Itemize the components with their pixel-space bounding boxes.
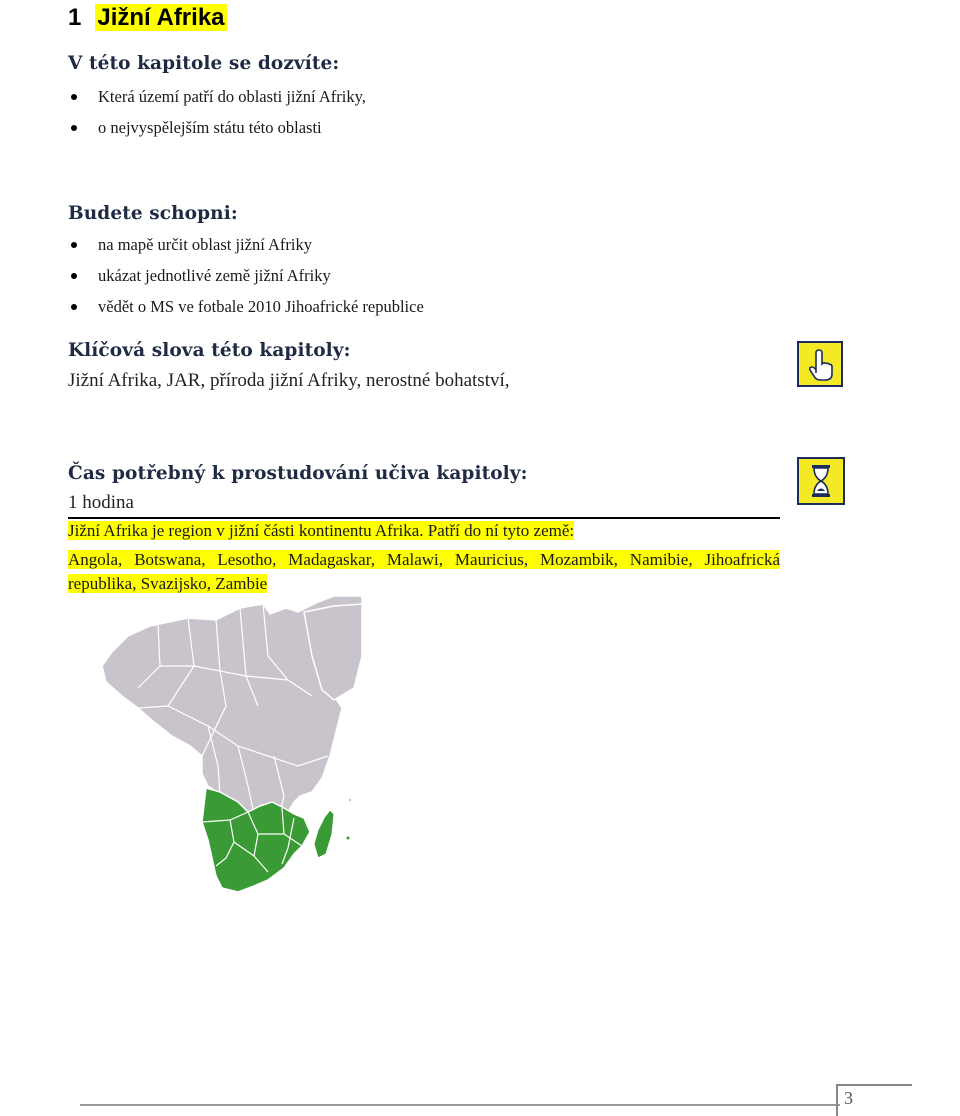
learn-list [68,81,366,143]
region-sentence: Jižní Afrika je region v jižní části kontinentu Afrika. Patří do ní tyto země: [68,521,575,540]
chapter-title [68,4,227,32]
africa-map [98,596,368,896]
time-text: 1 hodina [68,492,134,513]
hourglass-icon [797,457,845,505]
pointing-finger-icon [797,341,843,387]
learn-heading: V této kapitole se dozvíte: [68,53,340,74]
time-heading: Čas potřebný k prostudování učiva kapitoly: [68,463,528,484]
list-item: Která území patří do oblasti jižní Afriky, [68,81,366,112]
able-heading: Budete schopni: [68,203,238,224]
madagascar [314,810,334,858]
chapter-number: 1 [68,4,82,31]
country-list: Angola, Botswana, Lesotho, Madagaskar, Malawi, Mauricius, Mozambik, Namibie, Jihoafrická republika, Svazijsko, Zambie [68,550,780,593]
list-item: vědět o MS ve fotbale 2010 Jihoafrické republice [68,291,424,322]
list-item: ukázat jednotlivé země jižní Afriky [68,260,424,291]
mauritius [347,837,350,840]
keywords-text: Jižní Afrika, JAR, příroda jižní Afriky, nerostné bohatství, [68,370,510,391]
section-divider [68,517,780,519]
list-item: na mapě určit oblast jižní Afriky [68,229,424,260]
footer-rule [80,1104,840,1106]
keywords-heading: Klíčová slova této kapitoly: [68,340,351,361]
island-dot [349,799,351,801]
page-number: 3 [844,1088,853,1108]
list-item: o nejvyspělejším státu této oblasti [68,112,366,143]
able-list [68,229,424,322]
chapter-title-text: Jižní Afrika [97,4,225,31]
